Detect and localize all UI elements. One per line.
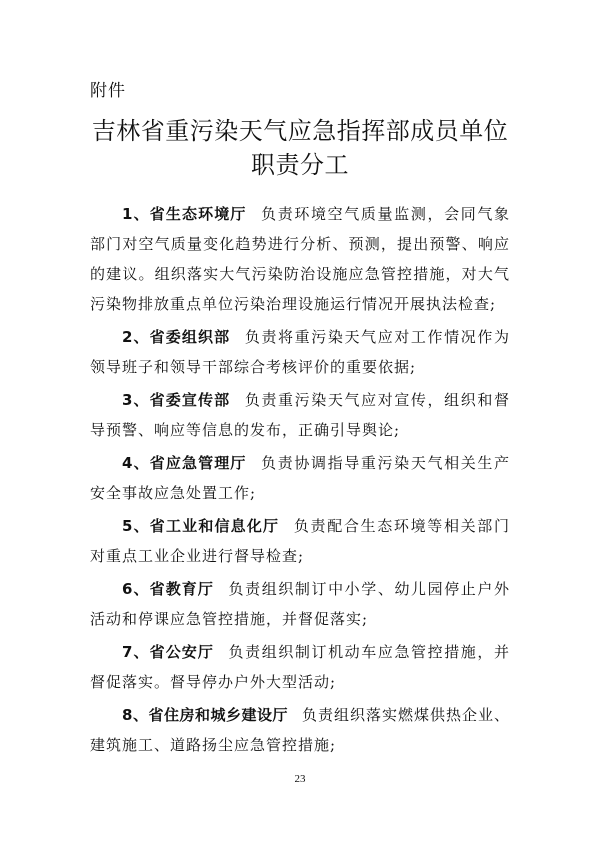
duty-text: 负责将重污染天气应对工作情况作为领导班子和领导干部综合考核评价的重要依据; <box>90 328 510 376</box>
duty-text: 负责组织制订中小学、幼儿园停止户外活动和停课应急管控措施，并督促落实; <box>90 580 510 628</box>
duty-paragraph <box>90 511 510 571</box>
duty-text: 负责协调指导重污染天气相关生产安全事故应急处置工作; <box>90 454 510 502</box>
duty-paragraph <box>90 700 510 760</box>
document-title: 吉林省重污染天气应急指挥部成员单位 <box>91 117 509 145</box>
duty-paragraph <box>90 637 510 697</box>
unit-name: 1、省生态环境厅 <box>122 205 247 223</box>
duty-text: 负责环境空气质量监测，会同气象部门对空气质量变化趋势进行分析、预测，提出预警、响应的建议。组织落实大气污染防治设施应急管控措施，对大气污染物排放重点单位污染治理设施运行情况开展执法检查; <box>90 205 510 313</box>
duty-paragraph <box>90 199 510 319</box>
duty-text: 负责组织落实燃煤供热企业、建筑施工、道路扬尘应急管控措施; <box>90 706 510 754</box>
unit-name: 6、省教育厅 <box>122 580 214 598</box>
duty-paragraph <box>90 322 510 382</box>
unit-name: 3、省委宣传部 <box>122 391 231 409</box>
duty-text: 负责重污染天气应对宣传，组织和督导预警、响应等信息的发布，正确引导舆论; <box>90 391 510 439</box>
duty-paragraph <box>90 574 510 634</box>
unit-name: 8、省住房和城乡建设厅 <box>122 706 288 724</box>
document-body <box>90 199 510 763</box>
duty-paragraph <box>90 448 510 508</box>
page-number: 23 <box>294 773 306 785</box>
unit-name: 5、省工业和信息化厅 <box>122 517 280 535</box>
document-subtitle: 职责分工 <box>251 151 349 179</box>
unit-name: 7、省公安厅 <box>122 643 214 661</box>
unit-name: 4、省应急管理厅 <box>122 454 247 472</box>
duty-paragraph <box>90 385 510 445</box>
unit-name: 2、省委组织部 <box>122 328 231 346</box>
duty-text: 负责组织制订机动车应急管控措施，并督促落实。督导停办户外大型活动; <box>90 643 510 691</box>
attachment-label: 附件 <box>90 81 126 101</box>
duty-text: 负责配合生态环境等相关部门对重点工业企业进行督导检查; <box>90 517 510 565</box>
